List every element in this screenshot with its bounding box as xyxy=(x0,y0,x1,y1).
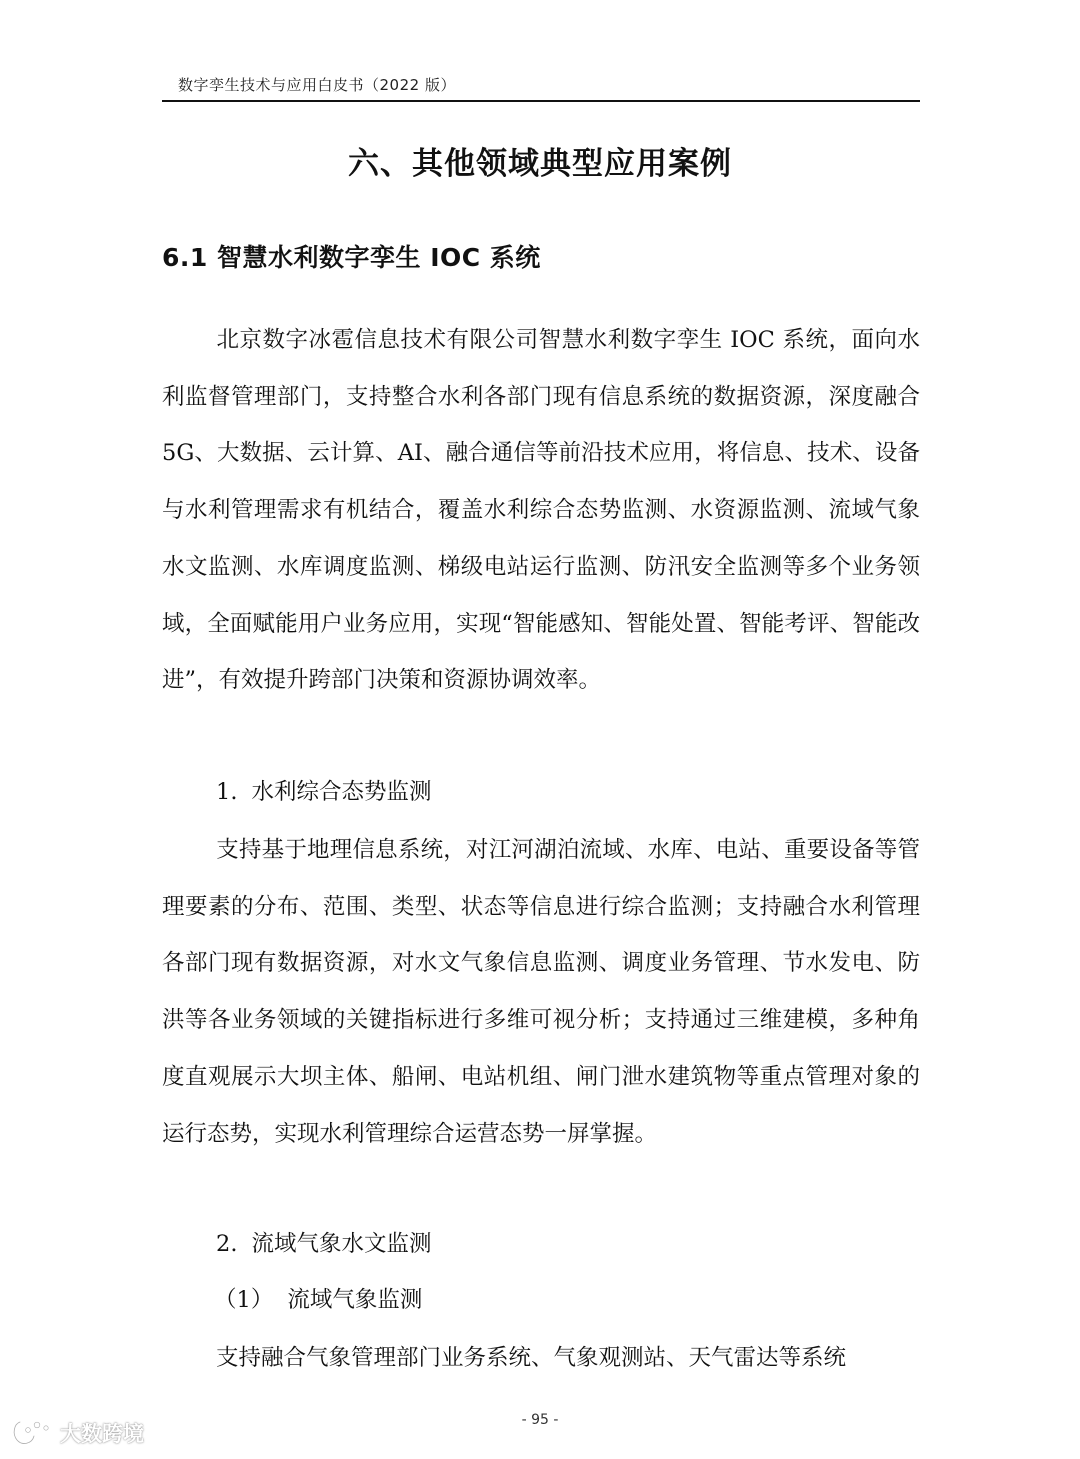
list-item-1-label: 水利综合态势监测 xyxy=(251,779,432,805)
list-item-1-number: 1. xyxy=(216,779,238,805)
subitem1-paragraph-text: 支持融合气象管理部门业务系统、气象观测站、天气雷达等系统 xyxy=(216,1345,847,1371)
running-header: 数字孪生技术与应用白皮书（2022 版） xyxy=(178,76,456,94)
subitem1-paragraph xyxy=(162,1330,920,1387)
sub-item-1 xyxy=(214,1272,422,1328)
list-item-1 xyxy=(216,764,431,820)
sparkle-logo-icon xyxy=(8,1418,54,1448)
intro-paragraph-text: 北京数字冰雹信息技术有限公司智慧水利数字孪生 IOC 系统，面向水利监督管理部门，支持整合水利各部门现有信息系统的数据资源，深度融合 5G、大数据、云计算、AI、融合通信等前沿技术应用，将信息、技术、设备与水利管理需求有机结合，覆盖水利综合态势监测、水资源监测、流域气象水文监测、水库调度监测、梯级电站运行监测、防汛安全监测等多个业务领域，全面赋能用户业务应用，实现“智能感知、智能处置、智能考评、智能改进”，有效提升跨部门决策和资源协调效率。 xyxy=(162,327,920,694)
sub-item-1-label: 流域气象监测 xyxy=(287,1287,423,1313)
section-title: 6.1 智慧水利数字孪生 IOC 系统 xyxy=(162,243,541,272)
intro-paragraph xyxy=(162,312,920,709)
chapter-title: 六、其他领域典型应用案例 xyxy=(348,146,732,182)
list-item-2-number: 2. xyxy=(216,1231,238,1257)
watermark xyxy=(8,1418,144,1448)
item1-paragraph-text: 支持基于地理信息系统，对江河湖泊流域、水库、电站、重要设备等管理要素的分布、范围、类型、状态等信息进行综合监测；支持融合水利管理各部门现有数据资源，对水文气象信息监测、调度业务管理、节水发电、防洪等各业务领域的关键指标进行多维可视分析；支持通过三维建模，多种角度直观展示大坝主体、船闸、电站机组、闸门泄水建筑物等重点管理对象的运行态势，实现水利管理综合运营态势一屏掌握。 xyxy=(162,837,920,1147)
watermark-text: 大数跨境 xyxy=(60,1422,144,1446)
item1-paragraph xyxy=(162,822,920,1162)
header-rule xyxy=(162,100,920,102)
sub-item-1-number: （1） xyxy=(214,1287,274,1313)
list-item-2 xyxy=(216,1216,431,1272)
page-number: - 95 - xyxy=(521,1412,559,1428)
list-item-2-label: 流域气象水文监测 xyxy=(251,1231,432,1257)
